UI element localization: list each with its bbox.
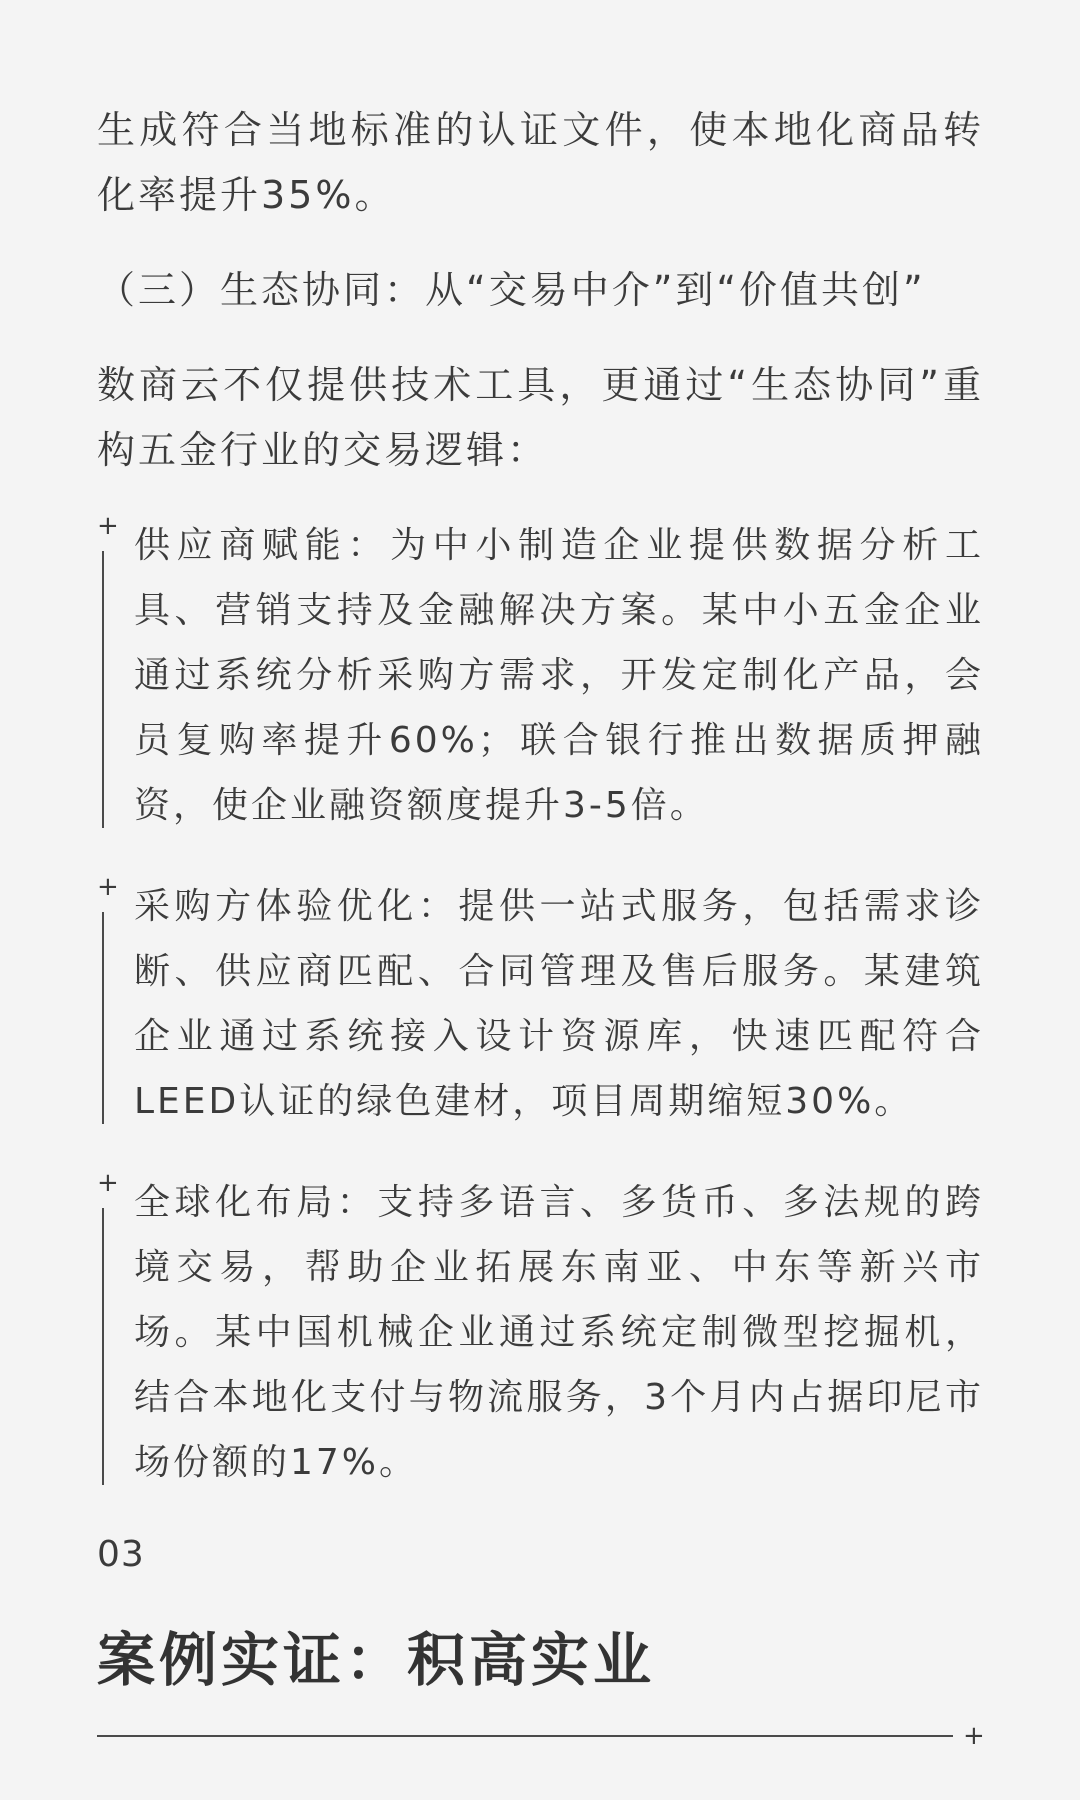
bullet-text: 全球化布局：支持多语言、多货币、多法规的跨境交易，帮助企业拓展东南亚、中东等新兴市场。某中国机械企业通过系统定制微型挖掘机，结合本地化支付与物流服务，3个月内占据印尼市场份额的17%。 [134,1182,984,1483]
section-number: 03 [97,1534,145,1575]
section-title: 案例实证：积高实业 [97,1626,656,1694]
section-subheading: （三）生态协同：从“交易中介”到“价值共创” [97,268,926,312]
bullet-item-global [97,1170,984,1495]
bullet-divider-line [102,551,104,828]
bullet-divider-line [102,1208,104,1485]
bullet-text: 供应商赋能：为中小制造企业提供数据分析工具、营销支持及金融解决方案。某中小五金企业通过系统分析采购方需求，开发定制化产品，会员复购率提升60%；联合银行推出数据质押融资，使企业融资额度提升3-5倍。 [134,525,984,826]
body-paragraph: 数商云不仅提供技术工具，更通过“生态协同”重构五金行业的交易逻辑： [97,363,984,472]
plus-icon: + [97,872,119,902]
plus-icon: + [97,1168,119,1198]
article-content [97,98,984,1751]
plus-icon: + [97,511,119,541]
bullet-divider-line [102,912,104,1124]
bullet-item-buyer [97,874,984,1134]
section-rule [97,1721,984,1751]
intro-paragraph: 生成符合当地标准的认证文件，使本地化商品转化率提升35%。 [97,108,984,217]
bullet-item-supplier [97,513,984,838]
plus-icon: + [963,1721,985,1751]
bullet-text: 采购方体验优化：提供一站式服务，包括需求诊断、供应商匹配、合同管理及售后服务。某建筑企业通过系统接入设计资源库，快速匹配符合LEED认证的绿色建材，项目周期缩短30%。 [134,886,984,1122]
horizontal-rule [97,1735,953,1737]
